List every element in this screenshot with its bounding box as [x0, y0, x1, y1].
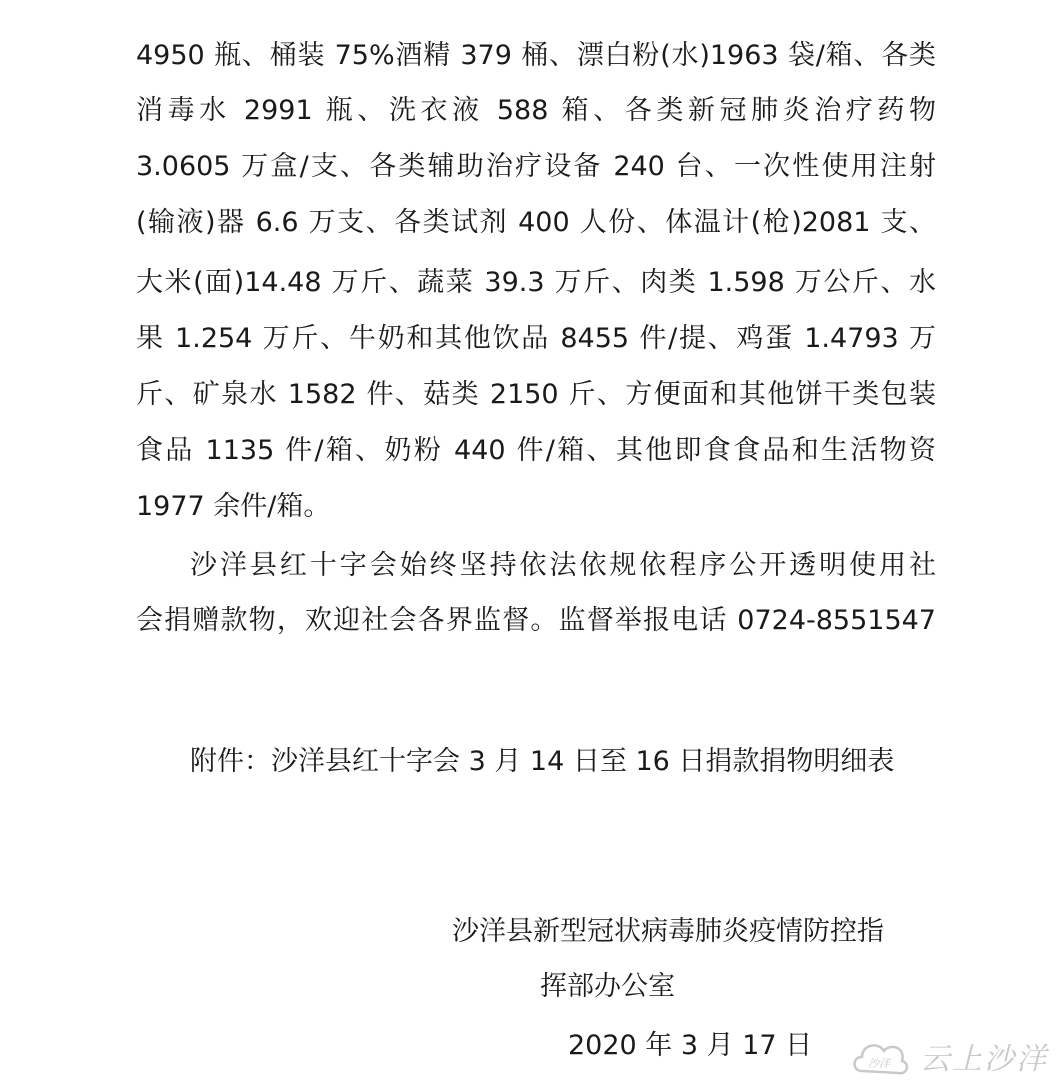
attachment-note: 附件：沙洋县红十字会 3 月 14 日至 16 日捐款捐物明细表 — [190, 746, 895, 777]
cloud-logo-icon — [848, 1031, 912, 1081]
signature-date: 2020 年 3 月 17 日 — [568, 1030, 813, 1061]
signature-org-line1: 沙洋县新型冠状病毒肺炎疫情防控指 — [452, 916, 884, 947]
body-line: 沙洋县红十字会始终坚持依法依规依程序公开透明使用社 — [190, 550, 936, 581]
body-line: 1977 余件/箱。 — [136, 491, 331, 522]
body-line: 会捐赠款物，欢迎社会各界监督。监督举报电话 0724-8551547 — [136, 605, 936, 636]
body-line: 食品 1135 件/箱、奶粉 440 件/箱、其他即食食品和生活物资 — [136, 435, 936, 466]
body-line: 4950 瓶、桶装 75%酒精 379 桶、漂白粉(水)1963 袋/箱、各类 — [136, 40, 936, 71]
watermark-logo-text: 沙洋 — [868, 1057, 890, 1070]
watermark — [848, 1028, 1048, 1084]
body-line: 3.0605 万盒/支、各类辅助治疗设备 240 台、一次性使用注射 — [136, 151, 936, 182]
body-line: 果 1.254 万斤、牛奶和其他饮品 8455 件/提、鸡蛋 1.4793 万 — [136, 323, 936, 354]
watermark-text: 云上沙洋 — [920, 1042, 1048, 1077]
body-line: 斤、矿泉水 1582 件、菇类 2150 斤、方便面和其他饼干类包装 — [136, 379, 936, 410]
body-line: 大米(面)14.48 万斤、蔬菜 39.3 万斤、肉类 1.598 万公斤、水 — [136, 267, 936, 298]
body-line: 消毒水 2991 瓶、洗衣液 588 箱、各类新冠肺炎治疗药物 — [136, 95, 936, 126]
body-line: (输液)器 6.6 万支、各类试剂 400 人份、体温计(枪)2081 支、 — [136, 207, 936, 238]
signature-org-line2: 挥部办公室 — [540, 971, 675, 1002]
